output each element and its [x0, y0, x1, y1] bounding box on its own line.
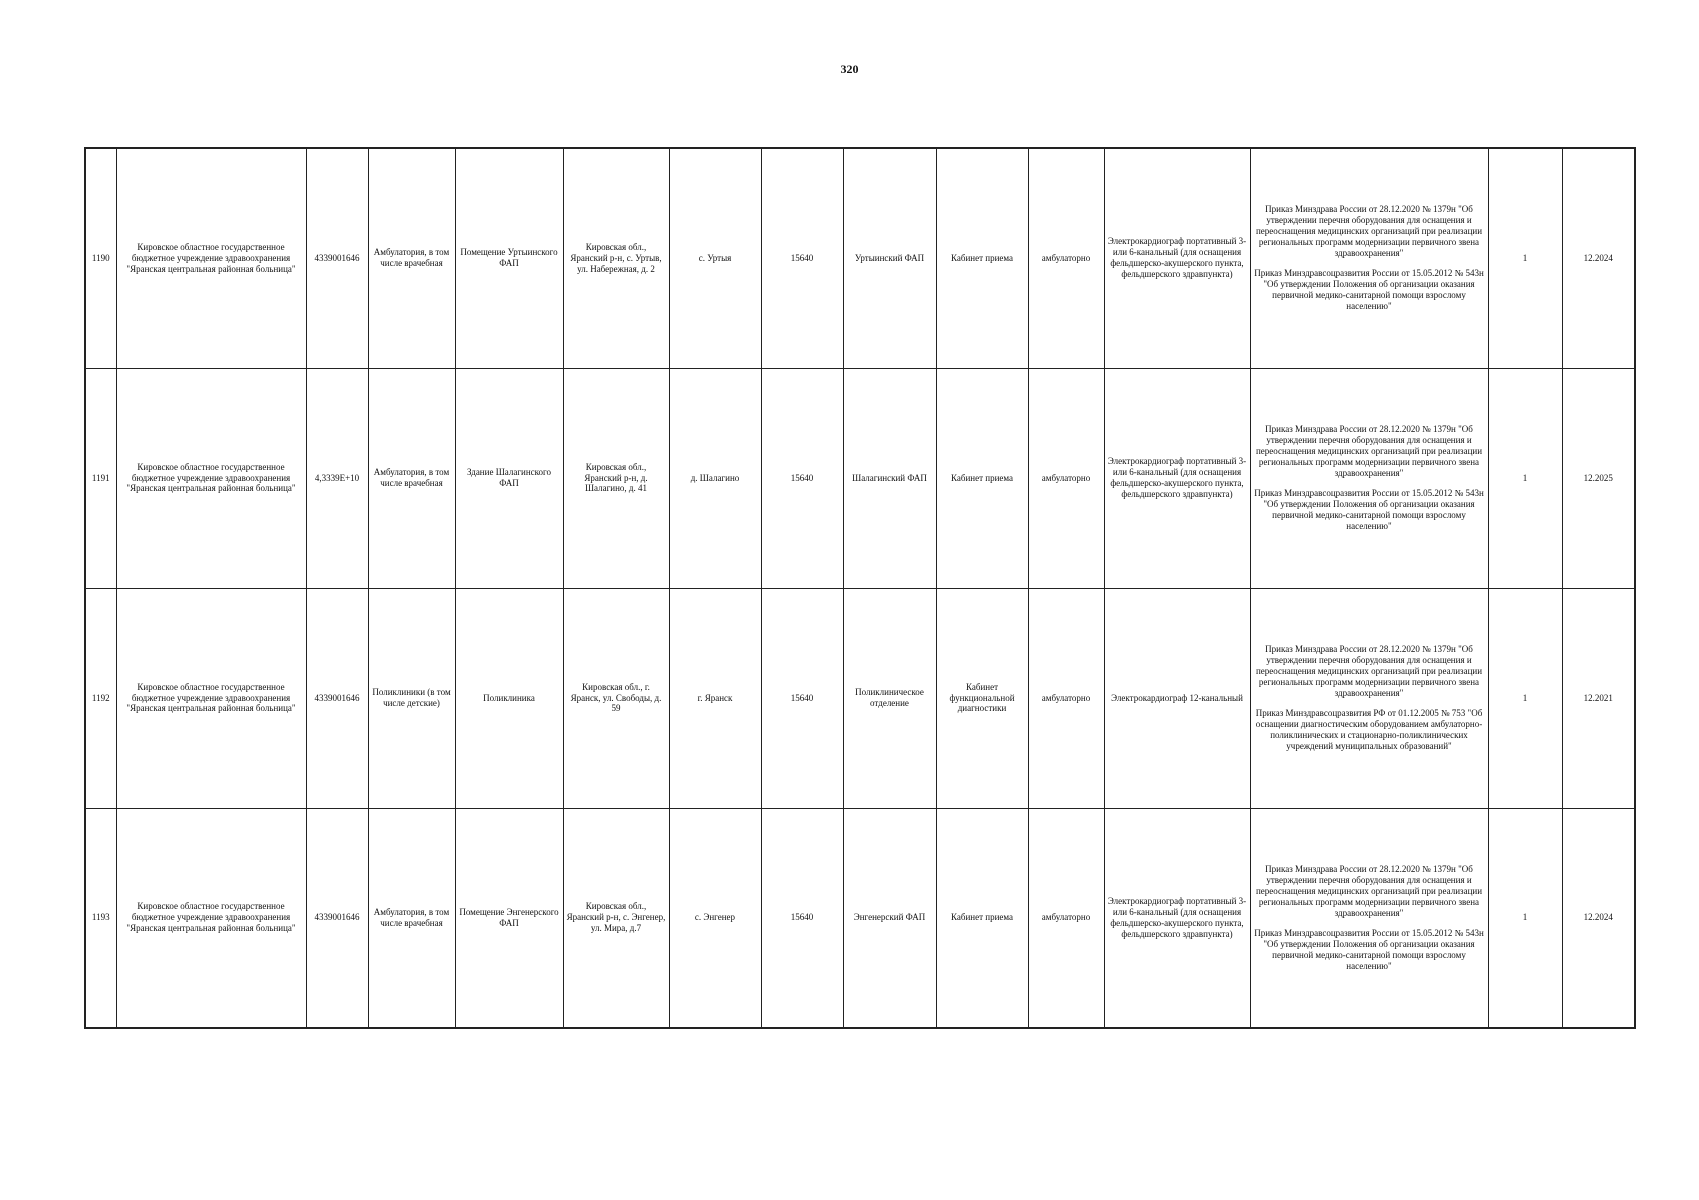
quantity-cell: 1: [1488, 588, 1562, 808]
order-text-primary: Приказ Минздрава России от 28.12.2020 № 1379н "Об утверждении перечня оборудования для оснащения и переоснащения медицинских организаций при реализации региональных программ модернизации первичного звена здравоохранения": [1255, 863, 1483, 918]
order-text-primary: Приказ Минздрава России от 28.12.2020 № 1379н "Об утверждении перечня оборудования для оснащения и переоснащения медицинских организаций при реализации региональных программ модернизации первичного звена здравоохранения": [1255, 204, 1483, 259]
settlement-cell: д. Шалагино: [669, 368, 761, 588]
premises-cell: Поликлиника: [455, 588, 563, 808]
facility-type-cell: Поликлиники (в том числе детские): [368, 588, 455, 808]
table-row: [85, 808, 1635, 1028]
room-cell: Кабинет приема: [936, 368, 1028, 588]
address-cell: Кировская обл., Яранский р-н, с. Энгенер, ул. Мира, д.7: [563, 808, 669, 1028]
quantity-cell: 1: [1488, 808, 1562, 1028]
equipment-cell: Электрокардиограф портативный 3- или 6-канальный (для оснащения фельдшерско-акушерского пункта, фельдшерского здравпункта): [1104, 808, 1250, 1028]
address-cell: Кировская обл., Яранский р-н, д. Шалагино, д. 41: [563, 368, 669, 588]
equipment-cell: Электрокардиограф портативный 3- или 6-канальный (для оснащения фельдшерско-акушерского пункта, фельдшерского здравпункта): [1104, 148, 1250, 368]
inn-cell: 4,3339E+10: [306, 368, 368, 588]
facility-type-cell: Амбулатория, в том числе врачебная: [368, 368, 455, 588]
oktmo-code-cell: 15640: [761, 588, 843, 808]
regulatory-orders-cell: [1250, 368, 1488, 588]
oktmo-code-cell: 15640: [761, 368, 843, 588]
premises-cell: Здание Шалагинского ФАП: [455, 368, 563, 588]
inn-cell: 4339001646: [306, 148, 368, 368]
institution-name-cell: Кировское областное государственное бюджетное учреждение здравоохранения "Яранская центральная районная больница": [116, 148, 306, 368]
order-text-secondary: Приказ Минздравсоцразвития России от 15.05.2012 № 543н "Об утверждении Положения об организации оказания первичной медико-санитарной помощи взрослому населению": [1254, 487, 1484, 531]
care-form-cell: амбулаторно: [1028, 588, 1104, 808]
row-number-cell: 1191: [85, 368, 116, 588]
facility-type-cell: Амбулатория, в том числе врачебная: [368, 808, 455, 1028]
equipment-cell: Электрокардиограф 12-канальный: [1104, 588, 1250, 808]
page-number: 320: [840, 62, 859, 76]
regulatory-orders-cell: [1250, 588, 1488, 808]
room-cell: Кабинет приема: [936, 808, 1028, 1028]
oktmo-code-cell: 15640: [761, 808, 843, 1028]
inn-cell: 4339001646: [306, 588, 368, 808]
department-cell: Шалагинский ФАП: [843, 368, 936, 588]
table-row: [85, 588, 1635, 808]
equipment-cell: Электрокардиограф портативный 3- или 6-канальный (для оснащения фельдшерско-акушерского пункта, фельдшерского здравпункта): [1104, 368, 1250, 588]
row-number-cell: 1192: [85, 588, 116, 808]
order-text-secondary: Приказ Минздравсоцразвития РФ от 01.12.2005 № 753 "Об оснащении диагностическим оборудованием амбулаторно-поликлинических и стационарно-поликлинических учреждений муниципальных образований": [1255, 707, 1483, 751]
care-form-cell: амбулаторно: [1028, 808, 1104, 1028]
equipment-registry-table: [84, 147, 1636, 1029]
premises-cell: Помещение Уртыинского ФАП: [455, 148, 563, 368]
institution-name-cell: Кировское областное государственное бюджетное учреждение здравоохранения "Яранская центральная районная больница": [116, 588, 306, 808]
care-form-cell: амбулаторно: [1028, 148, 1104, 368]
delivery-date-cell: 12.2024: [1562, 808, 1635, 1028]
order-text-primary: Приказ Минздрава России от 28.12.2020 № 1379н "Об утверждении перечня оборудования для оснащения и переоснащения медицинских организаций при реализации региональных программ модернизации первичного звена здравоохранения": [1255, 424, 1483, 479]
regulatory-orders-cell: [1250, 148, 1488, 368]
department-cell: Поликлиническое отделение: [843, 588, 936, 808]
settlement-cell: с. Уртыя: [669, 148, 761, 368]
table-row: [85, 148, 1635, 368]
department-cell: Уртыинский ФАП: [843, 148, 936, 368]
address-cell: Кировская обл., Яранский р-н, с. Уртыв, ул. Набережная, д. 2: [563, 148, 669, 368]
delivery-date-cell: 12.2021: [1562, 588, 1635, 808]
row-number-cell: 1193: [85, 808, 116, 1028]
department-cell: Энгенерский ФАП: [843, 808, 936, 1028]
quantity-cell: 1: [1488, 148, 1562, 368]
facility-type-cell: Амбулатория, в том числе врачебная: [368, 148, 455, 368]
delivery-date-cell: 12.2025: [1562, 368, 1635, 588]
address-cell: Кировская обл., г. Яранск, ул. Свободы, д. 59: [563, 588, 669, 808]
regulatory-orders-cell: [1250, 808, 1488, 1028]
room-cell: Кабинет приема: [936, 148, 1028, 368]
table-body: [85, 148, 1635, 1028]
settlement-cell: с. Энгенер: [669, 808, 761, 1028]
row-number-cell: 1190: [85, 148, 116, 368]
order-text-primary: Приказ Минздрава России от 28.12.2020 № 1379н "Об утверждении перечня оборудования для оснащения и переоснащения медицинских организаций при реализации региональных программ модернизации первичного звена здравоохранения": [1255, 644, 1483, 699]
care-form-cell: амбулаторно: [1028, 368, 1104, 588]
oktmo-code-cell: 15640: [761, 148, 843, 368]
room-cell: Кабинет функциональной диагностики: [936, 588, 1028, 808]
table-row: [85, 368, 1635, 588]
premises-cell: Помещение Энгенерского ФАП: [455, 808, 563, 1028]
delivery-date-cell: 12.2024: [1562, 148, 1635, 368]
settlement-cell: г. Яранск: [669, 588, 761, 808]
inn-cell: 4339001646: [306, 808, 368, 1028]
quantity-cell: 1: [1488, 368, 1562, 588]
order-text-secondary: Приказ Минздравсоцразвития России от 15.05.2012 № 543н "Об утверждении Положения об организации оказания первичной медико-санитарной помощи взрослому населению": [1254, 268, 1484, 312]
order-text-secondary: Приказ Минздравсоцразвития России от 15.05.2012 № 543н "Об утверждении Положения об организации оказания первичной медико-санитарной помощи взрослому населению": [1254, 927, 1484, 971]
institution-name-cell: Кировское областное государственное бюджетное учреждение здравоохранения "Яранская центральная районная больница": [116, 368, 306, 588]
institution-name-cell: Кировское областное государственное бюджетное учреждение здравоохранения "Яранская центральная районная больница": [116, 808, 306, 1028]
